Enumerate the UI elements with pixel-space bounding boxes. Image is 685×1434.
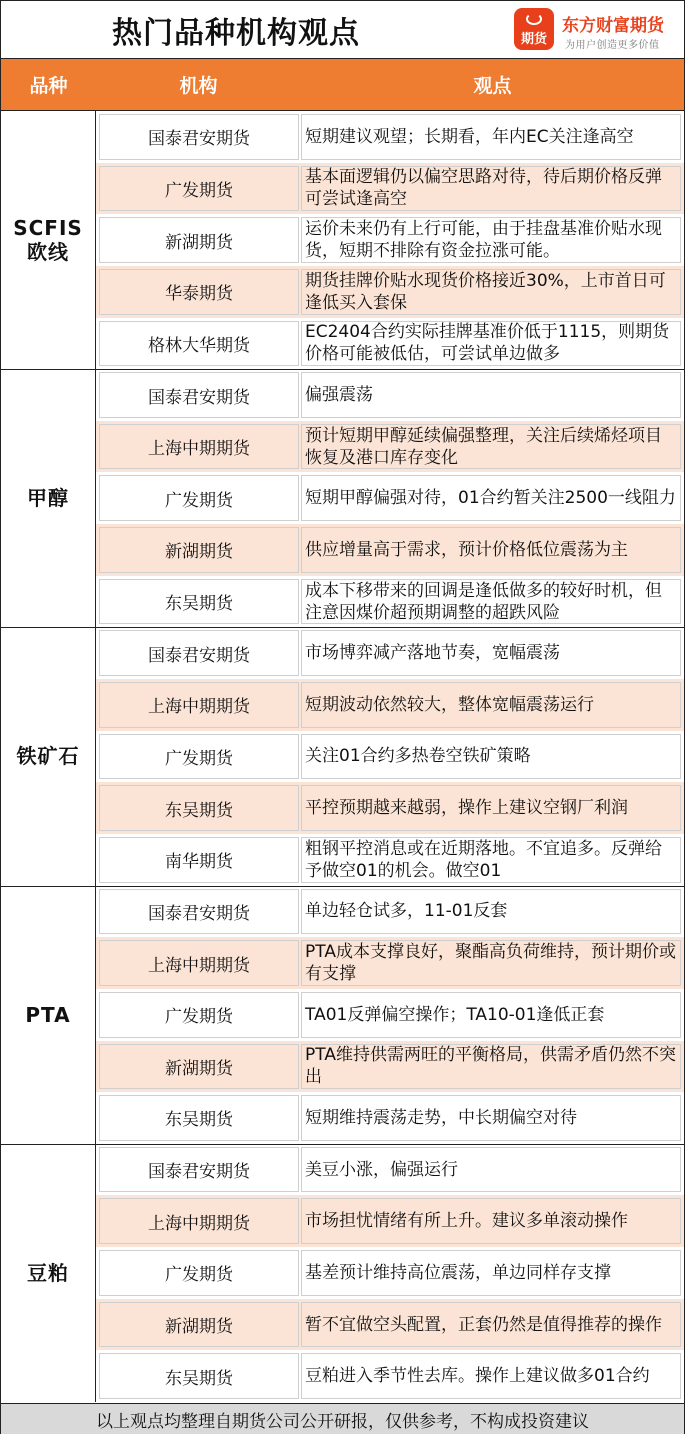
view-cell: 基差预计维持高位震荡，单边同样存支撑 (301, 1250, 681, 1296)
view-cell: 粗钢平控消息或在近期落地。不宜追多。反弹给予做空01的机会。做空01 (301, 837, 681, 883)
product-name: 豆粕 (27, 1260, 69, 1285)
table-row (96, 1144, 684, 1196)
table-row (96, 576, 684, 628)
institution-cell: 东吴期货 (99, 785, 299, 831)
institution-cell: 上海中期期货 (99, 682, 299, 728)
institution-cell: 华泰期货 (99, 269, 299, 315)
institution-cell: 广发期货 (99, 475, 299, 521)
table-header (1, 59, 684, 111)
table-row (96, 472, 684, 524)
view-cell: 市场担忧情绪有所上升。建议多单滚动操作 (301, 1198, 681, 1244)
logo-badge-text: 期货 (520, 32, 547, 47)
table-row (96, 679, 684, 731)
view-cell: 短期建议观望；长期看，年内EC关注逢高空 (301, 114, 681, 160)
view-cell: 期货挂牌价贴水现货价格接近30%，上市首日可逢低买入套保 (301, 269, 681, 315)
product-label (1, 627, 96, 885)
table-row (96, 524, 684, 576)
institution-cell: 东吴期货 (99, 1095, 299, 1141)
view-cell: 美豆小涨，偏强运行 (301, 1147, 681, 1193)
table-row (96, 834, 684, 886)
view-cell: PTA成本支撑良好，聚酯高负荷维持，预计期价或有支撑 (301, 940, 681, 986)
logo-badge-icon (514, 8, 554, 50)
view-cell: 平控预期越来越弱，操作上建议空钢厂利润 (301, 785, 681, 831)
product-label (1, 369, 96, 627)
page-title: 热门品种机构观点 (112, 15, 360, 51)
institution-cell: 南华期货 (99, 837, 299, 883)
view-cell: 短期甲醇偏强对待，01合约暂关注2500一线阻力 (301, 475, 681, 521)
table-row (96, 421, 684, 473)
product-label (1, 111, 96, 369)
view-cell: 暂不宜做空头配置，正套仍然是值得推荐的操作 (301, 1302, 681, 1348)
view-cell: PTA维持供需两旺的平衡格局，供需矛盾仍然不突出 (301, 1044, 681, 1090)
view-cell: 短期波动依然较大，整体宽幅震荡运行 (301, 682, 681, 728)
table-row (96, 989, 684, 1041)
table-row (96, 1350, 684, 1402)
table-row (96, 318, 684, 370)
institution-cell: 上海中期期货 (99, 424, 299, 470)
brand-logo (514, 8, 678, 52)
disclaimer: 以上观点均整理自期货公司公开研报，仅供参考，不构成投资建议 (1, 1403, 684, 1434)
institution-cell: 格林大华期货 (99, 321, 299, 367)
institution-cell: 国泰君安期货 (99, 889, 299, 935)
view-cell: 供应增量高于需求，预计价格低位震荡为主 (301, 527, 681, 573)
product-name: SCFIS 欧线 (13, 216, 83, 265)
institution-cell: 国泰君安期货 (99, 1147, 299, 1193)
institution-cell: 广发期货 (99, 992, 299, 1038)
table-row (96, 731, 684, 783)
institution-cell: 广发期货 (99, 166, 299, 212)
brand-name: 东方财富期货 (562, 16, 664, 36)
institution-cell: 国泰君安期货 (99, 114, 299, 160)
institution-cell: 广发期货 (99, 1250, 299, 1296)
institution-cell: 新湖期货 (99, 217, 299, 263)
product-name: 铁矿石 (16, 744, 80, 769)
institution-cell: 广发期货 (99, 734, 299, 780)
view-cell: 预计短期甲醇延续偏强整理，关注后续烯烃项目恢复及港口库存变化 (301, 424, 681, 470)
table-row (96, 627, 684, 679)
view-cell: 偏强震荡 (301, 372, 681, 418)
table-row (96, 886, 684, 938)
institution-cell: 东吴期货 (99, 1353, 299, 1399)
product-label (1, 1144, 96, 1402)
view-cell: 短期维持震荡走势，中长期偏空对待 (301, 1095, 681, 1141)
institution-cell: 新湖期货 (99, 527, 299, 573)
view-cell: TA01反弹偏空操作；TA10-01逢低正套 (301, 992, 681, 1038)
view-cell: EC2404合约实际挂牌基准价低于1115，则期货价格可能被低估，可尝试单边做多 (301, 321, 681, 367)
institution-cell: 上海中期期货 (99, 940, 299, 986)
institution-cell: 国泰君安期货 (99, 630, 299, 676)
column-header-product: 品种 (29, 75, 68, 97)
table-row (96, 1299, 684, 1351)
view-cell: 市场博弈减产落地节奏，宽幅震荡 (301, 630, 681, 676)
product-name: 甲醇 (27, 486, 69, 511)
table-row (96, 163, 684, 215)
view-cell: 基本面逻辑仍以偏空思路对待，待后期价格反弹可尝试逢高空 (301, 166, 681, 212)
header (1, 1, 684, 59)
brand-slogan: 为用户创造更多价值 (565, 40, 660, 51)
institution-cell: 上海中期期货 (99, 1198, 299, 1244)
table-row (96, 937, 684, 989)
view-cell: 运价未来仍有上行可能，由于挂盘基准价贴水现货，短期不排除有资金拉涨可能。 (301, 217, 681, 263)
view-cell: 单边轻仓试多，11-01反套 (301, 889, 681, 935)
table-row (96, 1041, 684, 1093)
table-row (96, 111, 684, 163)
institution-cell: 新湖期货 (99, 1044, 299, 1090)
view-cell: 豆粕进入季节性去库。操作上建议做多01合约 (301, 1353, 681, 1399)
institution-cell: 新湖期货 (99, 1302, 299, 1348)
opinion-table (1, 111, 684, 1402)
product-name: PTA (25, 1002, 71, 1027)
column-header-institution: 机构 (179, 75, 218, 97)
table-row (96, 1092, 684, 1144)
institution-cell: 东吴期货 (99, 579, 299, 625)
view-cell: 关注01合约多热卷空铁矿策略 (301, 734, 681, 780)
institution-cell: 国泰君安期货 (99, 372, 299, 418)
table-row (96, 214, 684, 266)
table-row (96, 1195, 684, 1247)
table-row (96, 266, 684, 318)
table-row (96, 782, 684, 834)
column-header-view: 观点 (473, 75, 512, 97)
table-row (96, 369, 684, 421)
view-cell: 成本下移带来的回调是逢低做多的较好时机，但注意因煤价超预期调整的超跌风险 (301, 579, 681, 625)
product-label (1, 886, 96, 1144)
table-row (96, 1247, 684, 1299)
